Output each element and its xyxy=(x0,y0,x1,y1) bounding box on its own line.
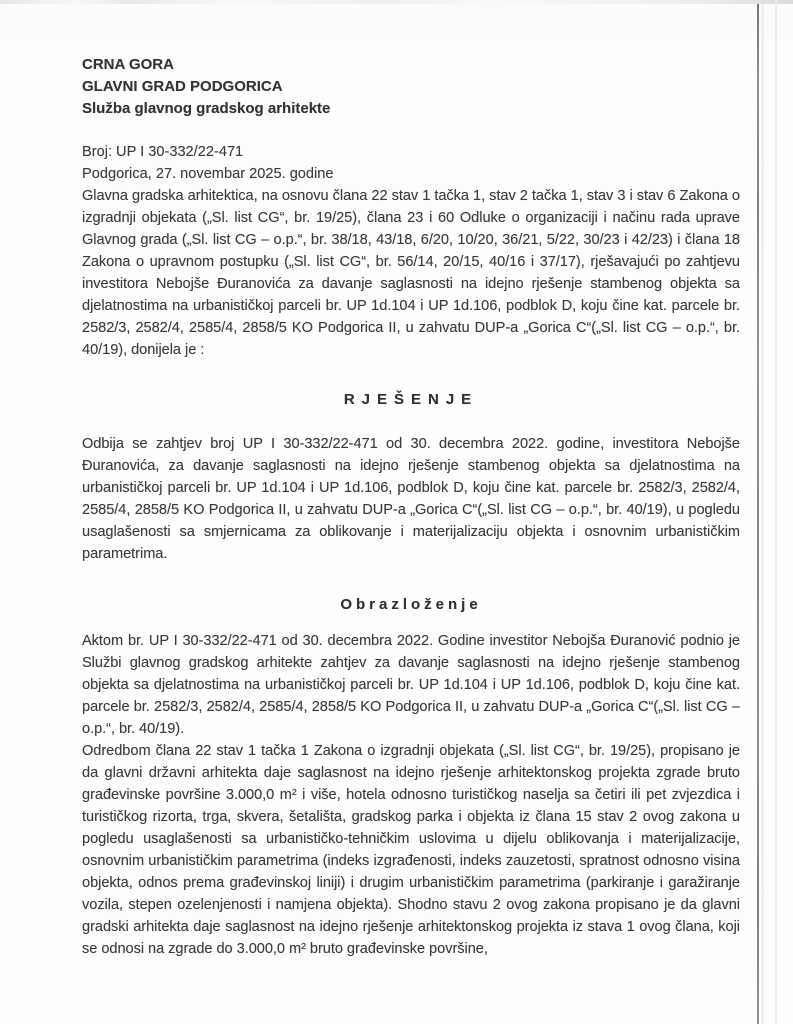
letterhead-country: CRNA GORA xyxy=(82,56,174,73)
reference-number: Broj: UP I 30-332/22-471 xyxy=(82,144,244,160)
rationale-paragraph-1: Aktom br. UP I 30-332/22-471 od 30. decembra 2022. Godine investitor Nebojša Đuranović podnio je Službi glavnog gradskog arhitekte zahtjev za davanje saglasnosti na idejno rješenje stambenog objekta sa djelatnostima na urbanističkoj parceli br. UP 1d.104 i UP 1d.106, podblok D, koju čine kat. parcele br. 2582/3, 2582/4, 2585/4, 2858/5 KO Podgorica II, u zahvatu DUP-a „Gorica C“(„Sl. list CG – o.p.“, br. 40/19). xyxy=(82,633,740,737)
letterhead-city: GLAVNI GRAD PODGORICA xyxy=(82,78,283,95)
scan-line-artifact-faint xyxy=(775,0,777,1024)
reference-place-date: Podgorica, 27. novembar 2025. godine xyxy=(82,166,334,182)
preamble-paragraph: Glavna gradska arhitektica, na osnovu člana 22 stav 1 tačka 1, stav 2 tačka 1, stav 3 i stav 6 Zakona o izgradnji objekata („Sl. list CG“, br. 19/25), člana 23 i 60 Odluke o organizaciji i načinu rada uprave Glavnog grada („Sl. list CG – o.p.“, br. 38/18, 43/18, 6/20, 10/20, 36/21, 5/22, 30/23 i 42/23) i člana 18 Zakona o upravnom postupku („Sl. list CG“, br. 56/14, 20/15, 40/16 i 37/17), rješavajući po zahtjevu investitora Nebojše Đuranovića za davanje saglasnosti na idejno rješenje stambenog objekta sa djelatnostima na urbanističkoj parceli br. UP 1d.104 i UP 1d.106, podblok D, koju čine kat. parcele br. 2582/3, 2582/4, 2585/4, 2858/5 KO Podgorica II, u zahvatu DUP-a „Gorica C“(„Sl. list CG – o.p.“, br. 40/19), donijela je : xyxy=(82,188,740,358)
decision-paragraph: Odbija se zahtjev broj UP I 30-332/22-471 od 30. decembra 2022. godine, investitora Nebojše Đuranovića, za davanje saglasnosti na idejno rješenje stambenog objekta sa djelatnostima na urbanističkoj parceli br. UP 1d.104 i UP 1d.106, podblok D, koju čine kat. parcele br. 2582/3, 2582/4, 2585/4, 2858/5 KO Podgorica II, u zahvatu DUP-a „Gorica C“(„Sl. list CG – o.p.“, br. 40/19), u pogledu usaglašenosti sa smjernicama za oblikovanje i materijalizaciju objekta i osnovnim urbanističkim parametrima. xyxy=(82,436,740,562)
letterhead-office: Služba glavnog gradskog arhitekte xyxy=(82,100,331,117)
rationale-paragraph-2: Odredbom člana 22 stav 1 tačka 1 Zakona o izgradnji objekata („Sl. list CG“, br. 19/25), propisano je da glavni državni arhitekta daje saglasnost na idejno rješenje arhitektonskog projekta zgrade bruto građevinske površine 3.000,0 m² i više, hotela odnosno turističkog naselja sa četiri ili pet zvjezdica i turističkog rizorta, trga, skvera, šetališta, gradskog parka i objekta iz člana 15 stav 2 ovog zakona u pogledu usaglašenosti sa urbanističko-tehničkim uslovima u dijelu oblikovanja i materijalizacije, osnovnim urbanističkim parametrima (indeks izgrađenosti, indeks zauzetosti, spratnost odnosno visina objekta, odnos prema građevinskoj liniji) i drugim urbanističkim parametrima (parkiranje i garažiranje vozila, stepen ozelenjenosti i namjena objekta). Shodno stavu 2 ovog zakona propisano je da glavni gradski arhitekta daje saglasnost na idejno rješenje arhitektonskog projekta iz stava 1 ovog člana, koji se odnosi na zgrade do 3.000,0 m² bruto građevinske površine, xyxy=(82,743,740,957)
scan-line-artifact-soft xyxy=(761,4,764,1024)
scan-line-artifact xyxy=(757,4,759,1024)
letterhead xyxy=(82,54,740,120)
reference-block xyxy=(82,141,740,185)
rationale-heading: Obrazloženje xyxy=(340,596,482,613)
decision-heading: RJEŠENJE xyxy=(343,391,479,408)
